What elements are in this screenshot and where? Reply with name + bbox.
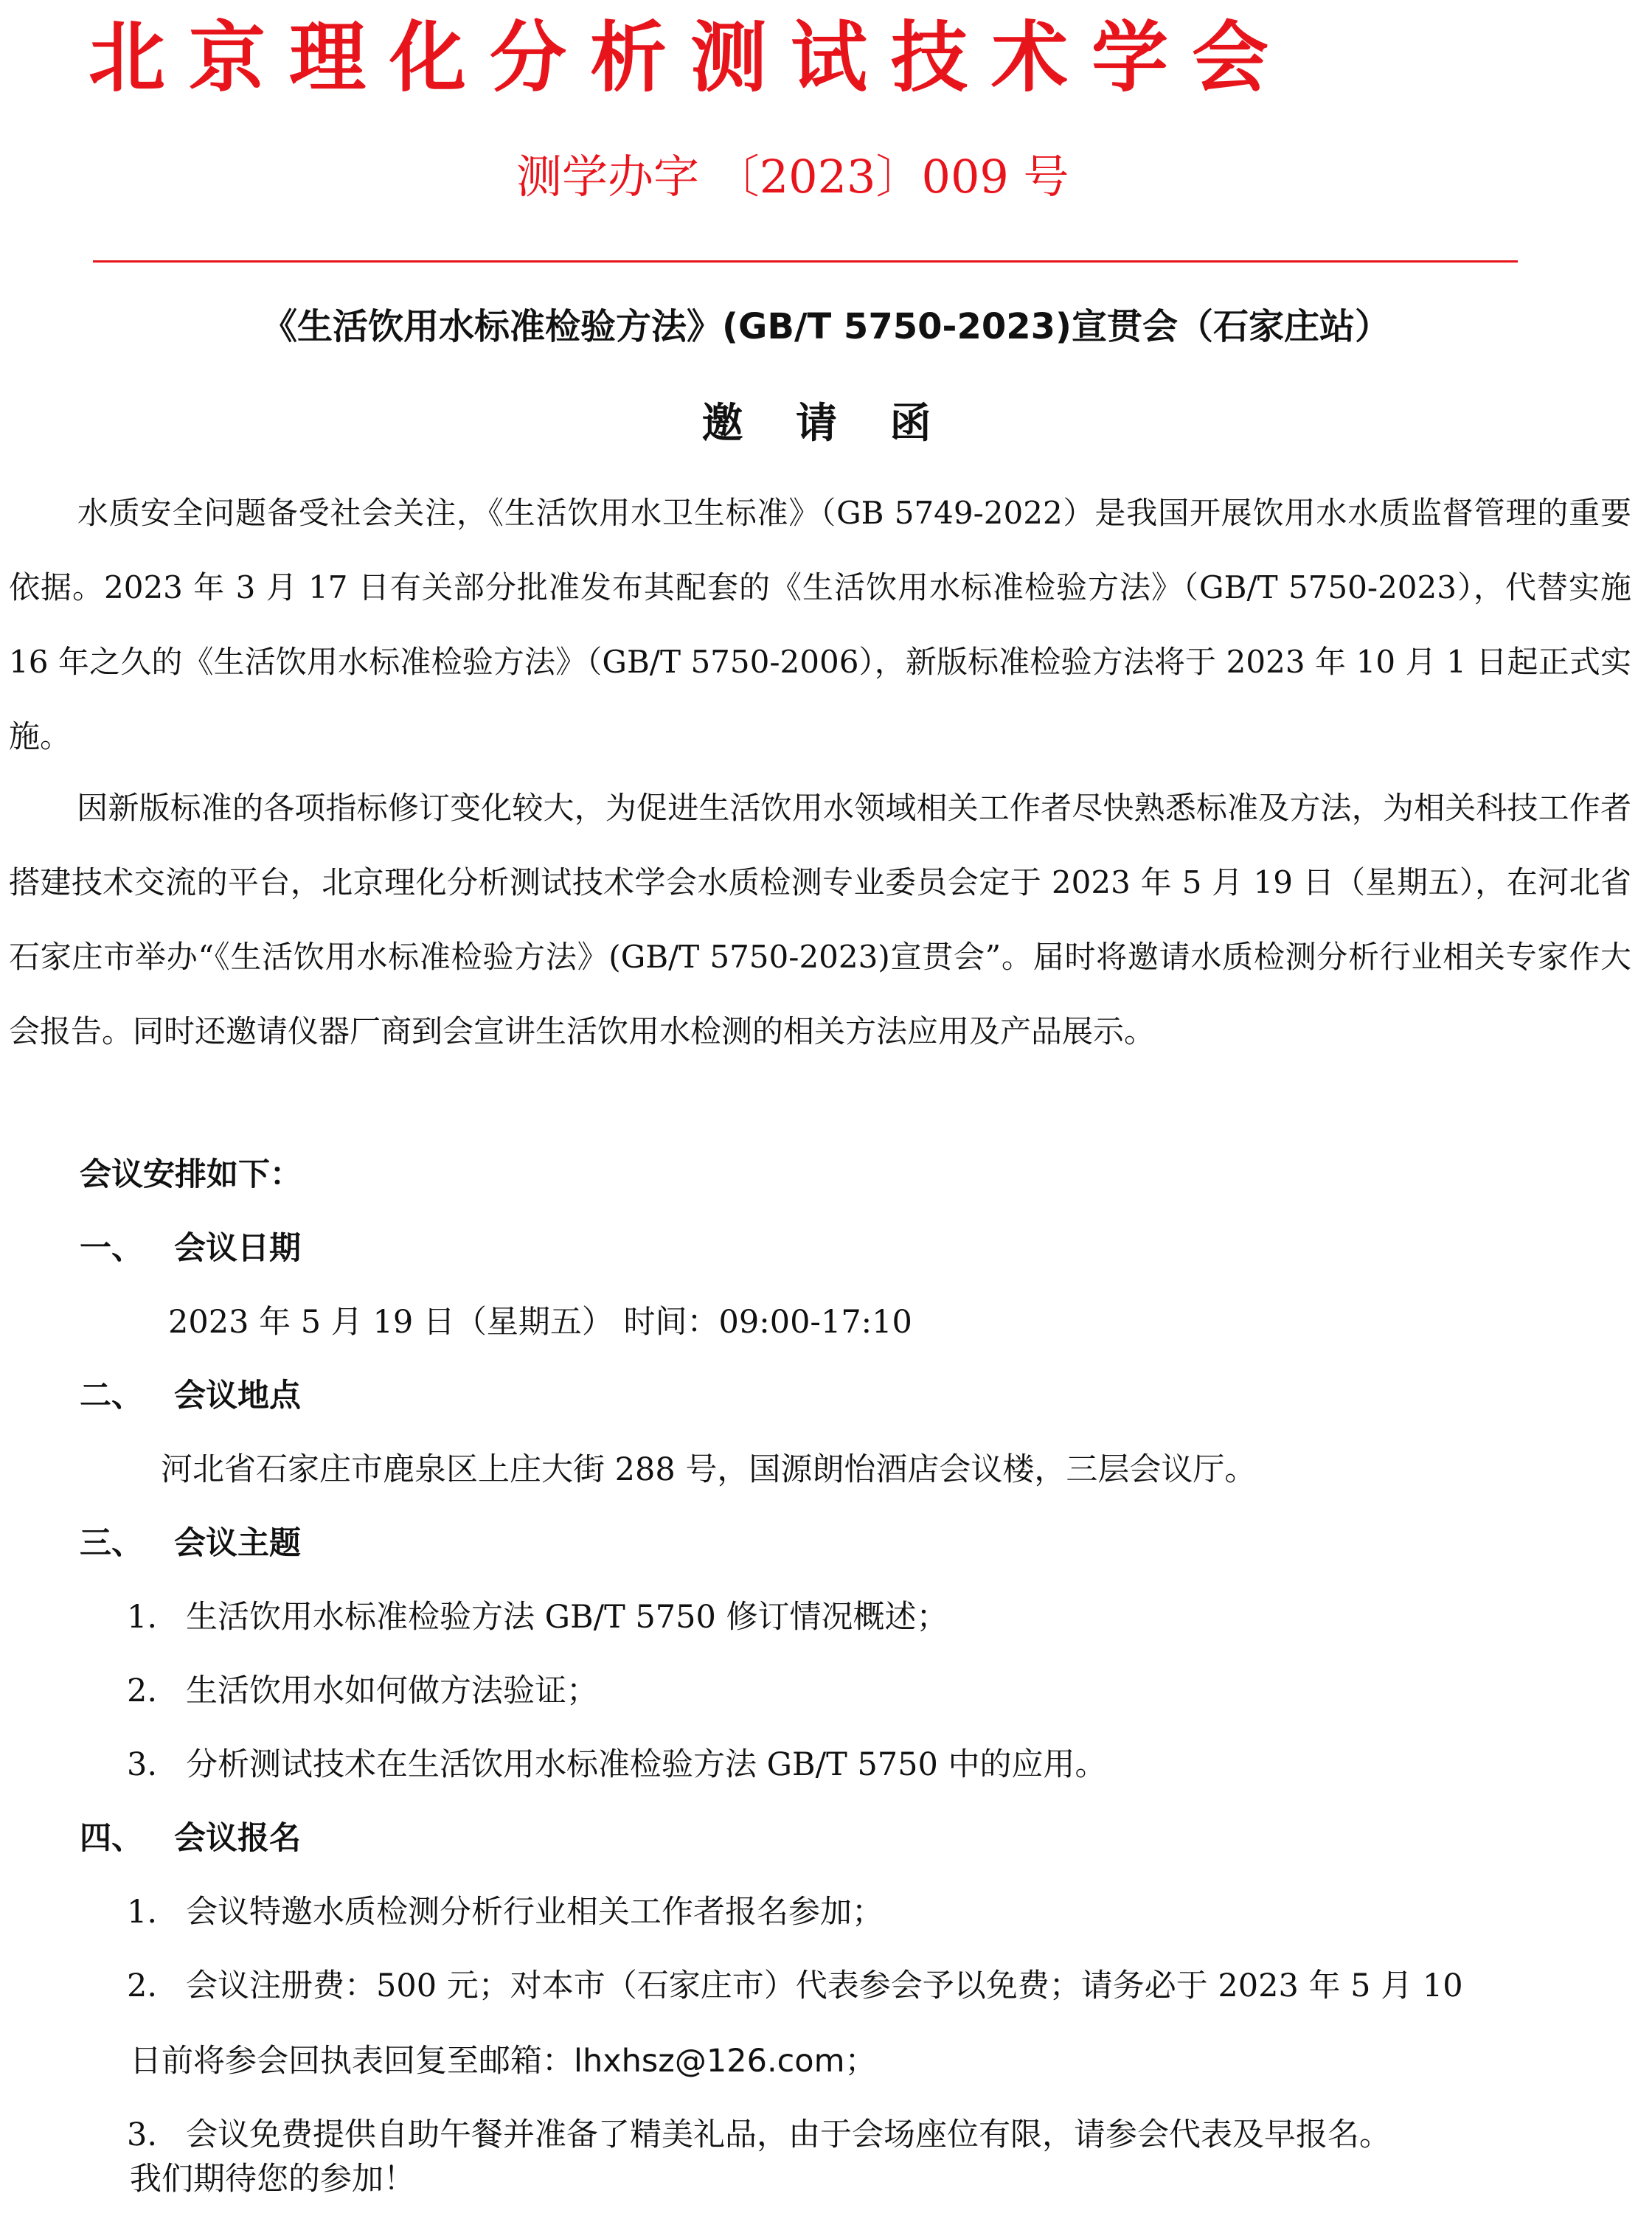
item-number: 2. bbox=[127, 1967, 158, 2004]
document-number: 测学办字 〔2023〕009 号 bbox=[516, 150, 1069, 204]
list-item bbox=[127, 1728, 1107, 1802]
section-title: 会议主题 bbox=[174, 1525, 301, 1562]
item-number: 1. bbox=[127, 1894, 158, 1931]
purpose-paragraph bbox=[9, 771, 1631, 1069]
item-number: 3. bbox=[127, 2116, 158, 2153]
item-text: 会议免费提供自助午餐并准备了精美礼品，由于会场座位有限，请参会代表及早报名。 bbox=[186, 2116, 1391, 2153]
section-topics-heading bbox=[80, 1507, 301, 1580]
item-text: 会议特邀水质检测分析行业相关工作者报名参加； bbox=[186, 1894, 884, 1931]
closing-remark: 我们期待您的参加！ bbox=[130, 2161, 415, 2198]
section-number: 三、 bbox=[80, 1525, 143, 1562]
item-number: 3. bbox=[127, 1746, 158, 1783]
document-title: 《生活饮用水标准检验方法》(GB/T 5750-2023)宣贯会（石家庄站） bbox=[262, 306, 1390, 347]
list-item-continuation bbox=[130, 2024, 876, 2098]
list-item bbox=[127, 1580, 948, 1654]
section-date-heading bbox=[80, 1212, 301, 1285]
purpose-paragraph-text: 因新版标准的各项指标修订变化较大，为促进生活饮用水领域相关工作者尽快熟悉标准及方法，为相关科技工作者搭建技术交流的平台，北京理化分析测试技术学会水质检测专业委员会定于 2023 年 5 月 19 日（星期五），在河北省石家庄市举办“《生活饮用水标准检验方法》(GB/T 5750-2023)宣贯会”。届时将邀请水质检测分析行业相关专家作大会报告。同时还邀请仪器厂商到会宣讲生活饮用水检测的相关方法应用及产品展示。 bbox=[9, 790, 1631, 1049]
meeting-date-text: 2023 年 5 月 19 日（星期五） 时间：09:00-17:10 bbox=[168, 1304, 912, 1341]
intro-paragraph bbox=[9, 476, 1631, 774]
intro-paragraph-text: 水质安全问题备受社会关注，《生活饮用水卫生标准》（GB 5749-2022）是我国开展饮用水水质监督管理的重要依据。2023 年 3 月 17 日有关部分批准发布其配套的《生活饮用水标准检验方法》（GB/T 5750-2023），代替实施 16 年之久的《生活饮用水标准检验方法》（GB/T 5750-2006），新版标准检验方法将于 2023 年 10 月 1 日起正式实施。 bbox=[9, 495, 1631, 754]
section-number: 四、 bbox=[80, 1820, 143, 1857]
continuation-text: 日前将参会回执表回复至邮箱： bbox=[130, 2043, 574, 2080]
item-text: 会议注册费：500 元；对本市（石家庄市）代表参会予以免费；请务必于 2023 年 5 月 10 bbox=[186, 1967, 1463, 2004]
arrangement-heading: 会议安排如下： bbox=[80, 1156, 302, 1193]
email-link[interactable]: lhxhsz@126.com bbox=[574, 2043, 845, 2080]
section-registration-heading bbox=[80, 1802, 301, 1875]
section-title: 会议地点 bbox=[174, 1378, 301, 1414]
section-venue-heading bbox=[80, 1359, 301, 1433]
item-text: 生活饮用水标准检验方法 GB/T 5750 修订情况概述； bbox=[186, 1599, 948, 1636]
continuation-punctuation: ； bbox=[844, 2043, 877, 2080]
red-divider-line bbox=[93, 260, 1518, 263]
item-number: 2. bbox=[127, 1673, 158, 1709]
item-number: 1. bbox=[127, 1599, 158, 1636]
list-item bbox=[127, 1875, 884, 1949]
list-item bbox=[127, 1654, 598, 1728]
organization-name: 北京理化分析测试技术学会 bbox=[88, 13, 1293, 103]
meeting-venue-text: 河北省石家庄市鹿泉区上庄大街 288 号，国源朗怡酒店会议楼，三层会议厅。 bbox=[161, 1451, 1257, 1488]
item-text: 生活饮用水如何做方法验证； bbox=[186, 1673, 598, 1709]
section-title: 会议日期 bbox=[174, 1230, 301, 1267]
invitation-heading: 邀 请 函 bbox=[701, 400, 951, 448]
list-item bbox=[127, 1949, 1463, 2023]
section-number: 一、 bbox=[80, 1230, 143, 1267]
section-title: 会议报名 bbox=[174, 1820, 301, 1857]
section-number: 二、 bbox=[80, 1378, 143, 1414]
item-text: 分析测试技术在生活饮用水标准检验方法 GB/T 5750 中的应用。 bbox=[186, 1746, 1107, 1783]
